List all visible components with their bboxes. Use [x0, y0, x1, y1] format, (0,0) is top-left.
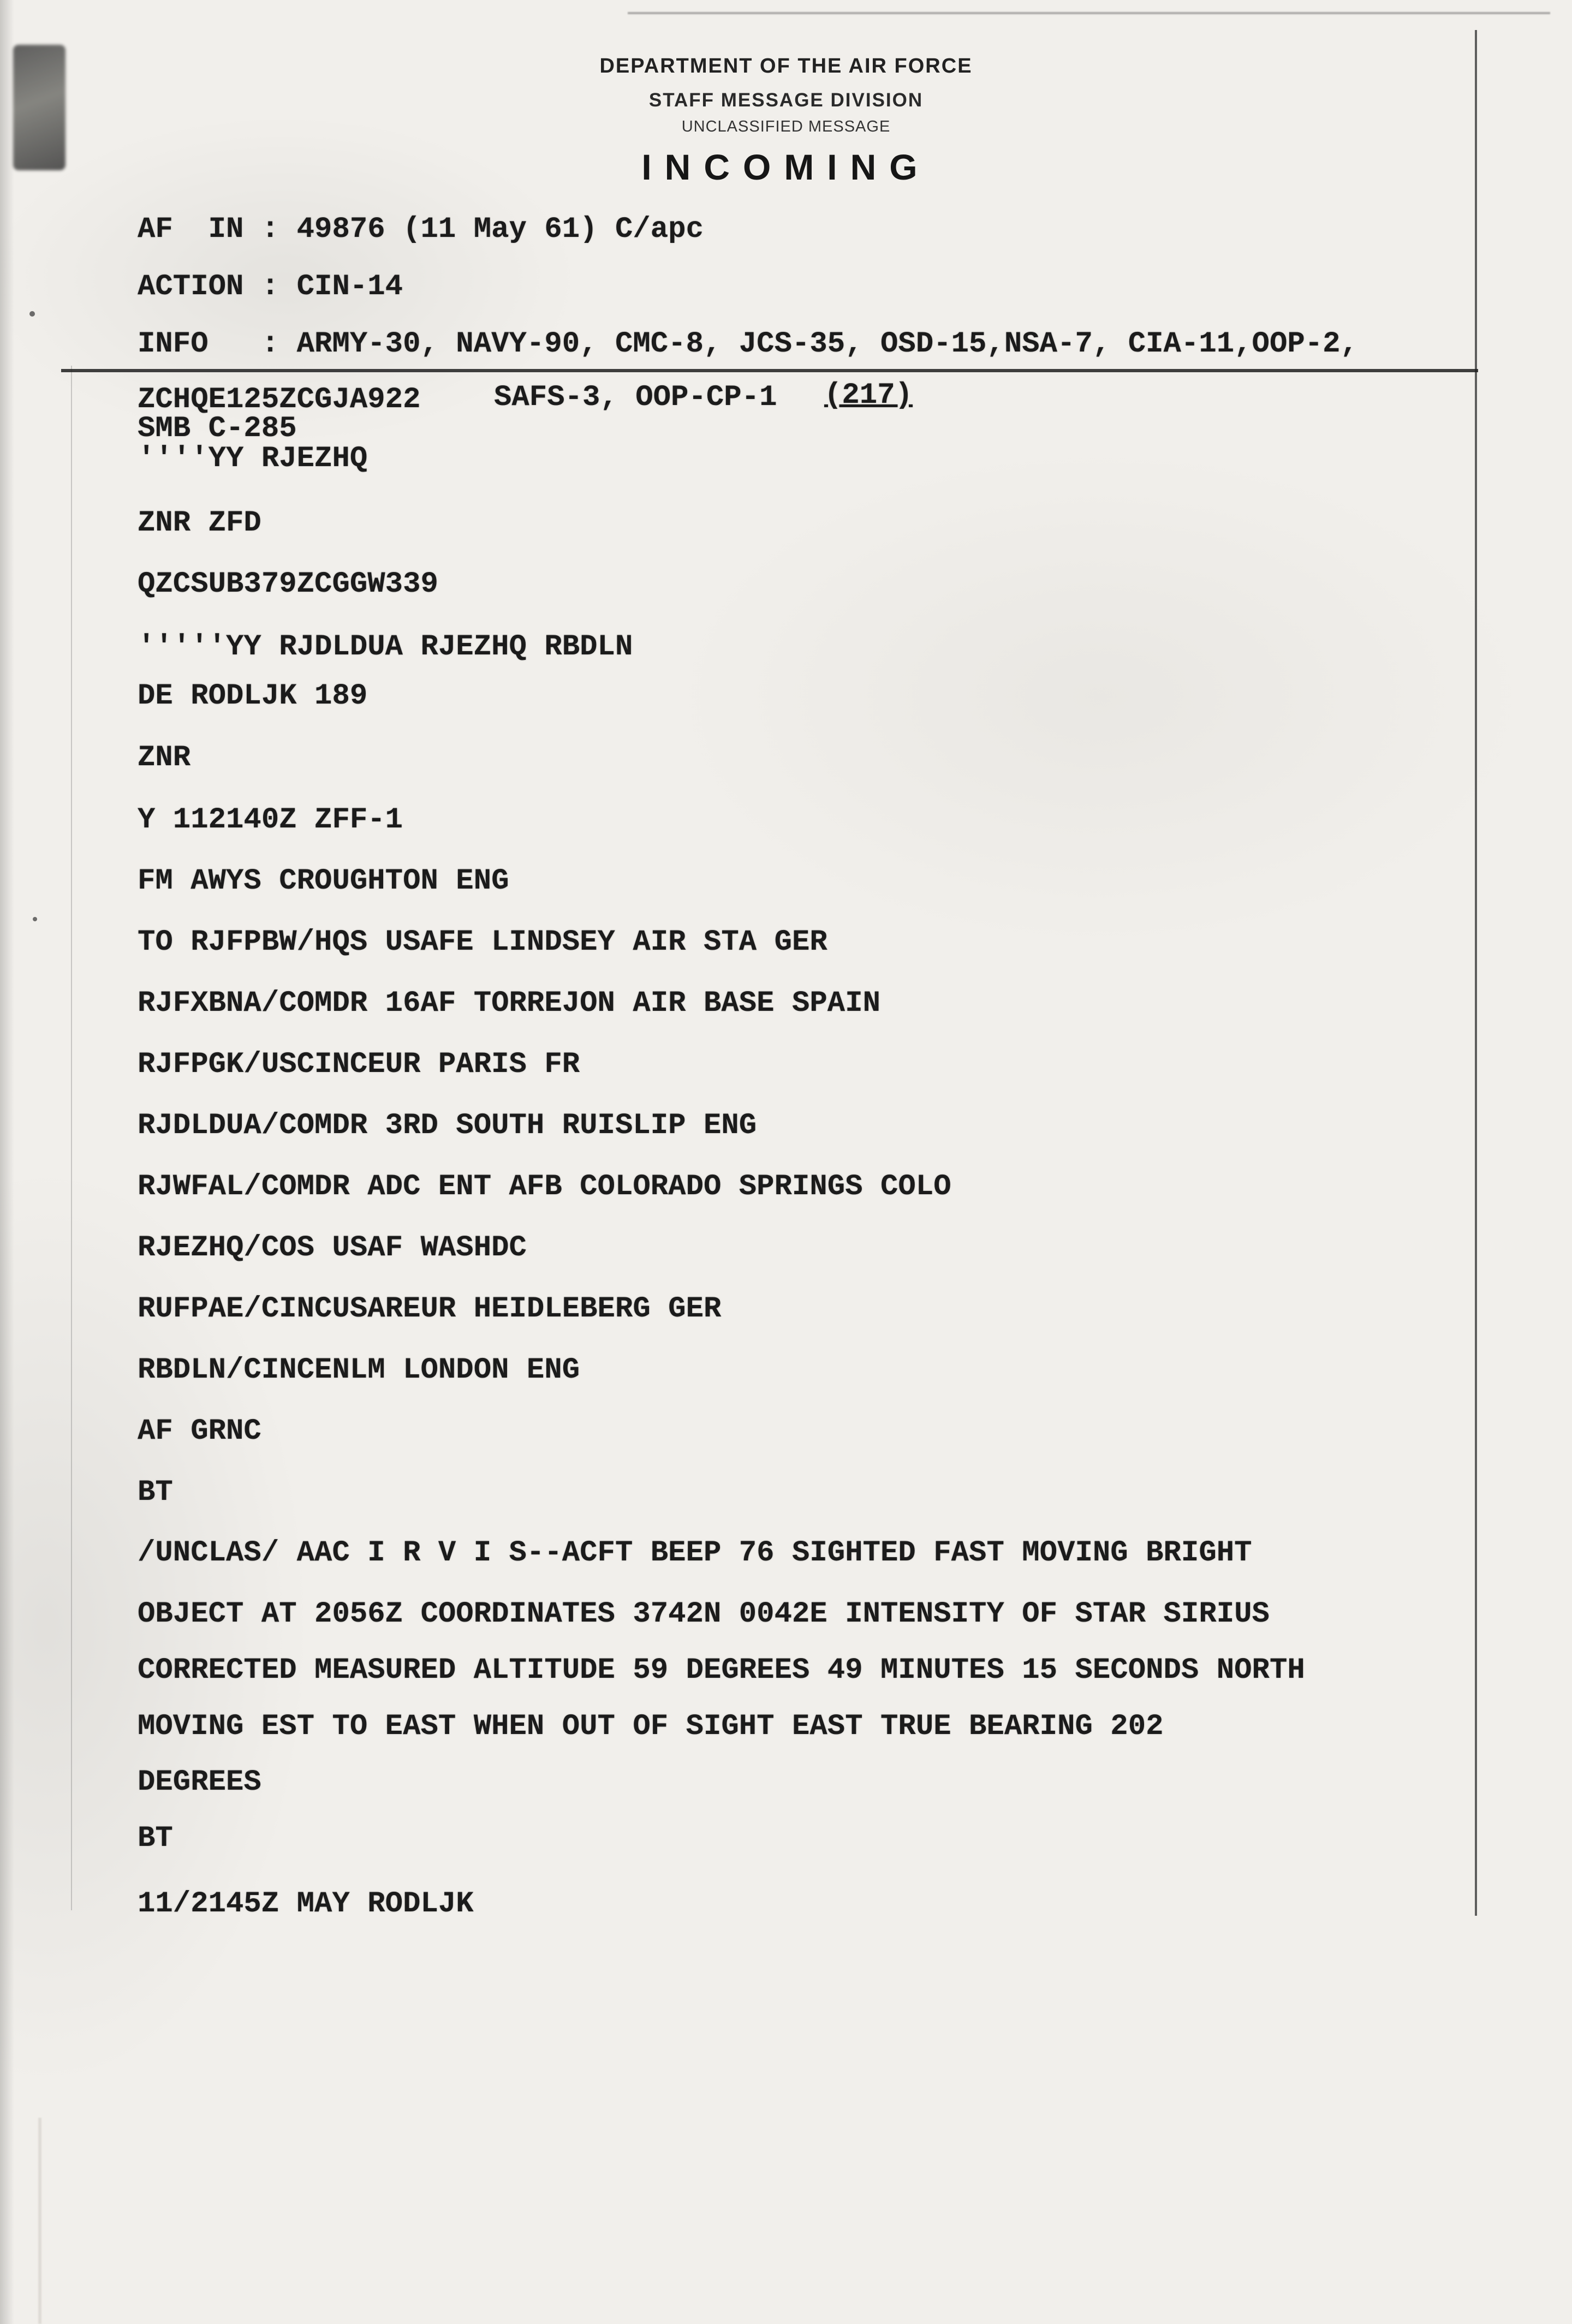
routing-code-line: ZCHQE125ZCGJA922	[138, 383, 421, 416]
message-line: RUFPAE/CINCUSAREUR HEIDLEBERG GER	[138, 1292, 722, 1326]
message-line: QZCSUB379ZCGGW339	[138, 568, 438, 601]
scan-right-border-line	[1475, 30, 1477, 1916]
message-line: RJEZHQ/COS USAF WASHDC	[138, 1231, 527, 1265]
scan-streak	[628, 12, 1550, 14]
copy-count: (217)	[824, 379, 913, 412]
smb-line: SMB C-285	[138, 412, 297, 445]
message-line: RJDLDUA/COMDR 3RD SOUTH RUISLIP ENG	[138, 1109, 757, 1142]
message-line: OBJECT AT 2056Z COORDINATES 3742N 0042E INTENSITY OF STAR SIRIUS	[138, 1598, 1270, 1631]
message-line: '''''YY RJDLDUA RJEZHQ RBDLN	[138, 630, 633, 664]
message-line: RJFXBNA/COMDR 16AF TORREJON AIR BASE SPAIN	[138, 987, 881, 1020]
message-line: BT	[138, 1476, 173, 1509]
separator-rule	[61, 369, 1478, 372]
message-line: RJFPGK/USCINCEUR PARIS FR	[138, 1048, 580, 1081]
scan-edge-shadow	[0, 0, 14, 2324]
scan-speck	[33, 917, 37, 921]
message-line: /UNCLAS/ AAC I R V I S--ACFT BEEP 76 SIGHTED FAST MOVING BRIGHT	[138, 1536, 1252, 1570]
scan-speck	[29, 311, 35, 317]
message-line: FM AWYS CROUGHTON ENG	[138, 865, 509, 898]
message-line: Y 112140Z ZFF-1	[138, 803, 403, 837]
message-line: ''''YY RJEZHQ	[138, 442, 368, 475]
classification-label: UNCLASSIFIED MESSAGE	[681, 118, 891, 135]
message-line: DE RODLJK 189	[138, 680, 368, 713]
scan-left-border-line	[71, 366, 72, 1910]
message-line: CORRECTED MEASURED ALTITUDE 59 DEGREES 49 MINUTES 15 SECONDS NORTH	[138, 1654, 1305, 1687]
message-line: ZNR ZFD	[138, 506, 261, 540]
info-line: INFO : ARMY-30, NAVY-90, CMC-8, JCS-35, OSD-15,NSA-7, CIA-11,OOP-2,	[138, 327, 1358, 361]
scan-streak-bottom	[38, 2118, 41, 2324]
incoming-label: INCOMING	[641, 147, 931, 187]
letterhead-agency: DEPARTMENT OF THE AIR FORCE	[599, 55, 973, 78]
message-line: MOVING EST TO EAST WHEN OUT OF SIGHT EAST TRUE BEARING 202	[138, 1710, 1164, 1743]
info-continuation-offices: SAFS-3, OOP-CP-1	[494, 381, 777, 414]
message-line: RJWFAL/COMDR ADC ENT AFB COLORADO SPRINGS COLO	[138, 1170, 951, 1203]
action-line: ACTION : CIN-14	[138, 270, 403, 303]
message-line: ZNR	[138, 741, 191, 774]
message-line: AF GRNC	[138, 1415, 261, 1448]
message-line: TO RJFPBW/HQS USAFE LINDSEY AIR STA GER	[138, 926, 827, 959]
message-line: DEGREES	[138, 1766, 261, 1799]
message-line: RBDLN/CINCENLM LONDON ENG	[138, 1354, 580, 1387]
message-line: BT	[138, 1822, 173, 1855]
letterhead-division: STAFF MESSAGE DIVISION	[648, 90, 924, 111]
message-line: 11/2145Z MAY RODLJK	[138, 1887, 474, 1921]
af-in-line: AF IN : 49876 (11 May 61) C/apc	[138, 213, 704, 246]
